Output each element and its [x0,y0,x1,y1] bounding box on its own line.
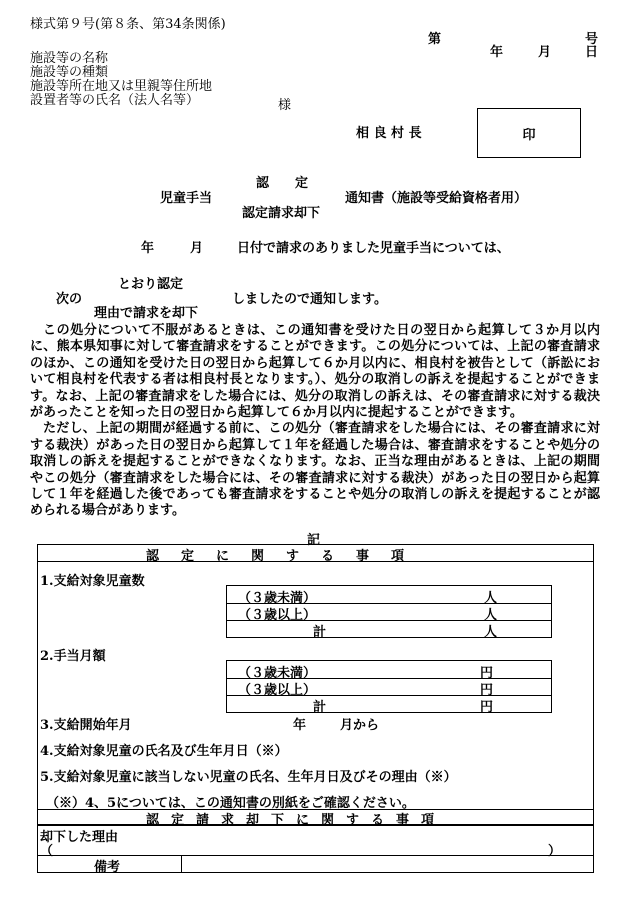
item2-row2-unit: 円 [480,683,494,698]
doc-number-dai: 第 [428,32,442,47]
title-option-nintei: 認 定 [256,176,309,191]
item1-row1-unit: 人 [484,591,498,606]
item2-row2-label: （３歳以上） [238,683,317,698]
kyakka-paren-open: （ [40,844,54,859]
item2-row1-label: （３歳未満） [238,666,317,681]
kyakka-biko-label: 備考 [94,860,121,875]
appeal-notice-p2: ただし、上記の期間が経過する前に、この処分（審査請求をした場合には、その審査請求に対する裁決）があった日の翌日から起算して１年を経過した場合は、審査請求をすることや処分の取消しの訴えを提起することができなくなります。なお、正当な理由があるときは、上記の期間やこの処分（審査請求をした場合には、その審査請求に対する裁決）があった日の翌日から起算して１年を経過した後であっても審査請求をすることや処分の取消しの訴えを提起することが認められる場合があります。 [30,421,600,519]
result-prefix: 次の [56,292,83,307]
recipient-sama: 様 [278,98,292,113]
item3-year: 年 [293,718,307,733]
title-option-kyakka: 認定請求却下 [242,206,321,221]
item1-total-unit: 人 [484,625,498,640]
appeal-notice-p1: この処分について不服があるときは、この通知書を受けた日の翌日から起算して３か月以内に、熊本県知事に対して審査請求をすることができます。この処分については、上記の審査請求のほか、この通知を受けた日の翌日から起算して６か月以内に、相良村を被告として（訴訟において相良村を代表する者は相良村長となります。）、処分の取消しの訴えを提起することができます。なお、上記の審査請求をした場合には、処分の取消しの訴えは、その審査請求に対する裁決があったことを知った日の翌日から起算して６か月以内に提起することができます。 [30,323,600,421]
appeal-notice [30,323,600,520]
recipient-address: 施設等所在地又は里親等住所地 [30,79,213,94]
doc-number-go: 号 [585,32,599,47]
intro-text: 日付で請求のありました児童手当については、 [237,241,510,256]
item1-row1-label: （３歳未満） [238,591,317,606]
kyakka-paren-close: ） [548,844,562,859]
result-suffix: しましたので通知します。 [232,292,387,307]
item2-total-label: 計 [313,700,327,715]
seal-mark: 印 [522,128,536,143]
item5-label: 5.支給対象児童に該当しない児童の氏名、生年月日及びその理由（※） [40,770,457,785]
kyakka-reason-label: 却下した理由 [40,830,119,845]
item2-total-unit: 円 [480,700,494,715]
item1-label: 1.支給対象児童数 [40,574,145,589]
item2-label: 2.手当月額 [40,649,106,664]
intro-month: 月 [190,241,204,256]
recipient-block [30,52,212,108]
recipient-facility-type: 施設等の種類 [30,65,109,80]
item4-label: 4.支給対象児童の氏名及び生年月日（※） [40,744,288,759]
item1-row2-label: （３歳以上） [238,608,317,623]
item-note: （※）4、5については、この通知書の別紙をご確認ください。 [46,796,415,811]
result-option-kyakka: 理由で請求を却下 [94,306,199,321]
seal-box [477,108,581,158]
date-day: 日 [585,45,599,60]
nintei-header-text: 認定に関する事項 [146,549,427,564]
kyakka-biko-vdivider [181,855,182,873]
nintei-header-divider [37,561,594,562]
form-number: 様式第９号(第８条、第34条関係) [30,17,226,32]
recipient-facility-name: 施設等の名称 [30,51,109,66]
date-month: 月 [538,45,552,60]
intro-year: 年 [141,241,155,256]
date-year: 年 [490,45,504,60]
item1-row2-unit: 人 [484,608,498,623]
title-suffix: 通知書（施設等受給資格者用） [345,191,528,206]
item3-month: 月から [340,718,380,733]
item2-row1-unit: 円 [480,666,494,681]
title-prefix: 児童手当 [160,191,213,206]
kyakka-header-divider [37,825,594,826]
ki-label: 記 [307,533,321,548]
result-option-nintei: とおり認定 [118,277,184,292]
issuer-title: 相 良 村 長 [356,126,422,141]
kyakka-header-text: 認定請求却下に関する事項 [146,813,447,828]
item3-label: 3.支給開始年月 [40,718,132,733]
item1-total-label: 計 [313,625,327,640]
recipient-owner-name: 設置者等の氏名（法人名等） [30,93,200,108]
kyakka-biko-divider [37,855,594,856]
